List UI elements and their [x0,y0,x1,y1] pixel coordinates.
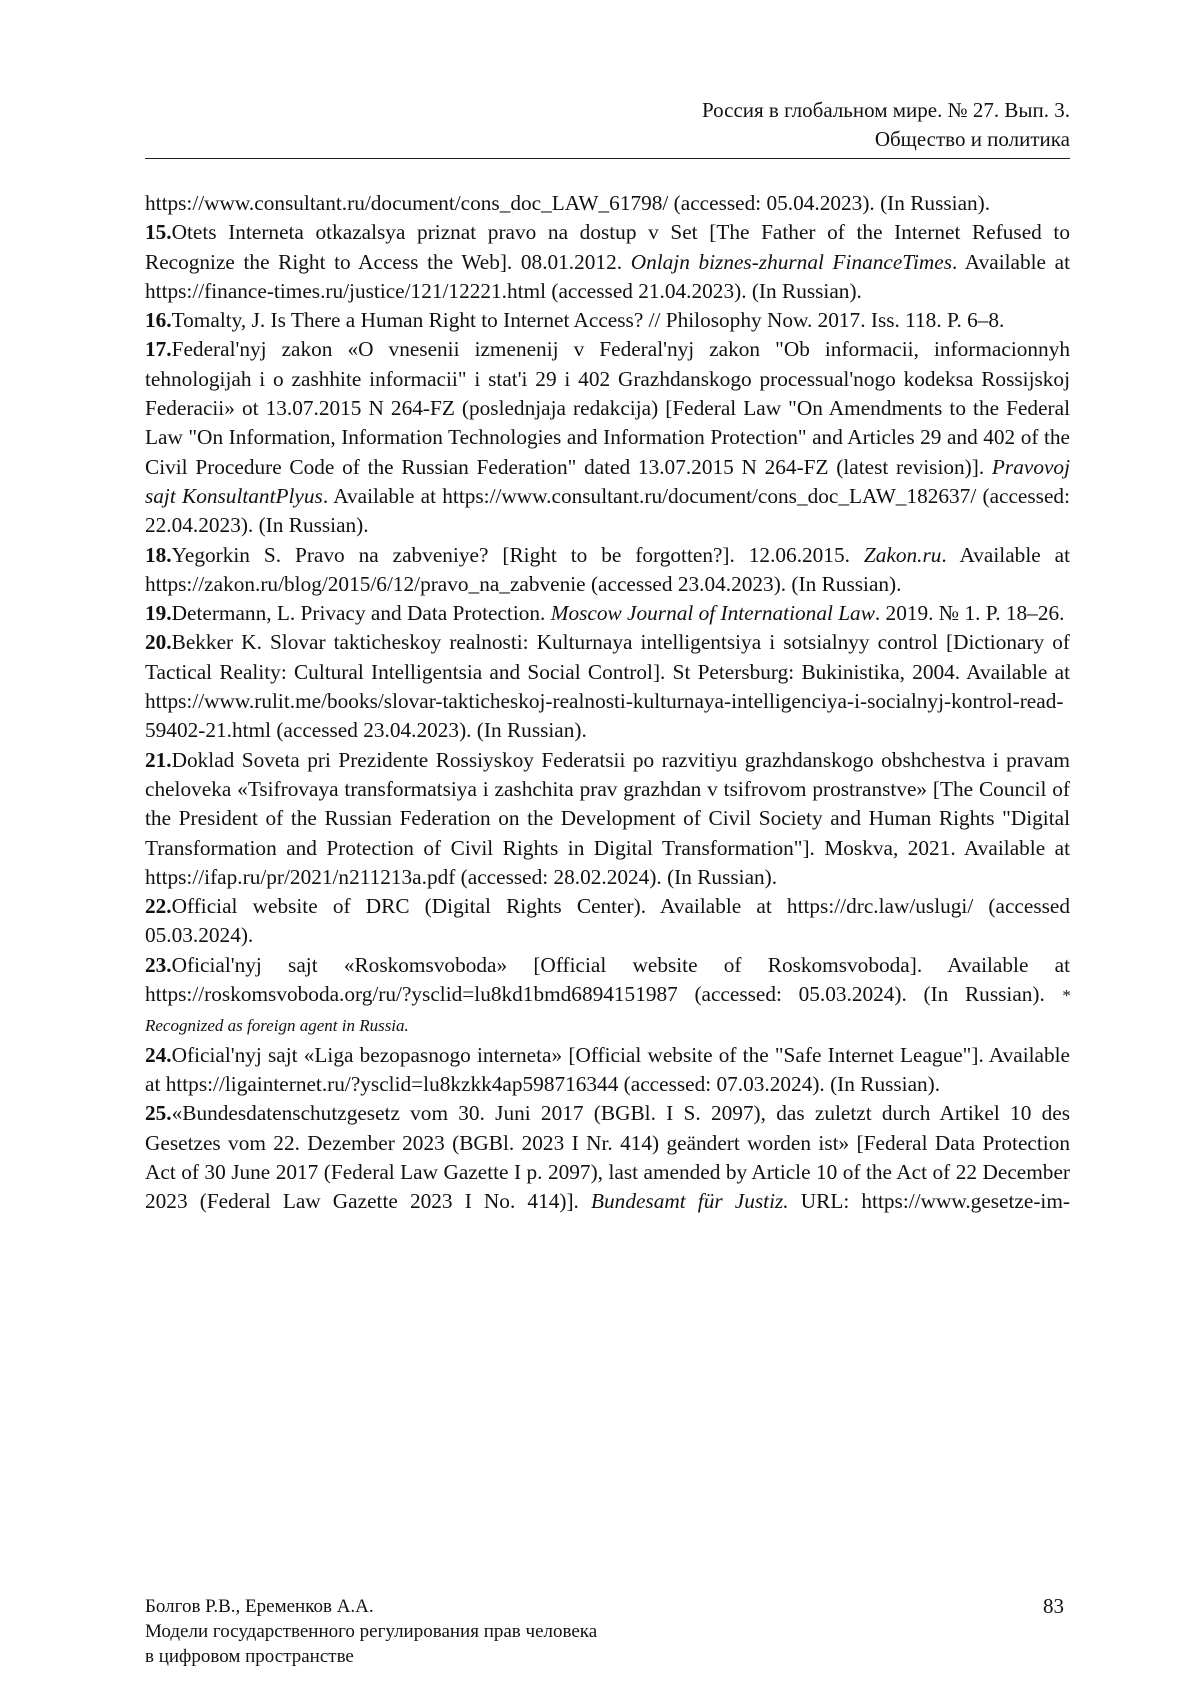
reference-text: Federal'nyj zakon «O vnesenii izmenenij v Federal'nyj zakon "Ob informacii, informacionnyh tehnologijah i o zashhite informacii" i stat'i 29 i 402 Grazhdanskogo processual'nogo kodeksa Rossijskoj Federacii» ot 13.07.2015 N 264-FZ (poslednjaja redakcija) [Federal Law "On Amendments to the Federal Law "On Information, Information Technologies and Information Protection" and Articles 29 and 402 of the Civil Procedure Code of the Russian Federation" dated 13.07.2015 N 264-FZ (latest revision)]. [145,337,1070,479]
reference-text: . Available at https://www.consultant.ru/document/cons_doc_LAW_182637/ (accessed: 22.04.2023). (In Russian). [145,483,1070,538]
footer-authors: Болгов Р.В., Еременков А.А. [145,1596,374,1617]
reference-text: URL: https://www.gesetze-im- [788,1189,1070,1214]
reference-list [145,189,1070,1216]
reference-source-title: Pravovoj sajt KonsultantPlyus [145,454,1070,508]
reference-item [145,335,1070,540]
reference-number: 17. [145,337,172,362]
reference-text: «Bundesdatenschutzgesetz vom 30. Juni 2017 (BGBl. I S. 2097), das zuletzt durch Artikel 10 des Gesetzes vom 22. Dezember 2023 (BGBl. 2023 I Nr. 414) geändert worden ist» [Federal Data Protection Act of 30 June 2017 (Federal Law Gazette I p. 2097), last amended by Article 10 of the Act of 22 December 2023 (Federal Law Gazette 2023 I No. 414)]. [145,1101,1070,1214]
reference-text: Oficial'nyj sajt «Liga bezopasnogo interneta» [Official website of the "Safe Internet League"]. Available at https://ligainternet.ru/?ysclid=lu8kzkk4ap598716344 (accessed: 07.03.2024). (In Russian). [145,1042,1070,1096]
reference-item [145,1099,1070,1216]
running-footer [145,1594,597,1669]
reference-item [145,892,1070,951]
reference-item [145,218,1070,306]
reference-number: 24. [145,1042,172,1067]
footer-article-title-line2: в цифровом пространстве [145,1646,354,1667]
reference-text: Bekker K. Slovar takticheskoy realnosti: Kulturnaya intelligentsiya i sotsialnyy control [Dictionary of Tactical Reality: Cultural Intelligentsia and Social Control]. St Petersburg: Bukinistika, 2004. Available at https://www.rulit.me/books/slovar-takticheskoj-realnosti-kulturnaya-intelligenciya-i-socialnyj-kontrol-read-59402-21.html (accessed 23.04.2023). (In Russian). [145,630,1070,743]
reference-number: 22. [145,894,172,919]
reference-number: 19. [145,601,172,626]
reference-number: 20. [145,630,172,655]
reference-number: 21. [145,747,172,772]
reference-text: Official website of DRC (Digital Rights Center). Available at https://drc.law/uslugi/ (accessed 05.03.2024). [145,894,1070,948]
reference-text: Oficial'nyj sajt «Roskomsvoboda» [Official website of Roskomsvoboda]. Available at https://roskomsvoboda.org/ru/?ysclid=lu8kd1bmd6894151987 (accessed: 05.03.2024). (In Russian). [145,952,1070,1007]
reference-text: Otets Interneta otkazalsya priznat pravo na dostup v Set [The Father of the Internet Refused to Recognize the Right to Access the Web]. 08.01.2012. [145,220,1070,274]
reference-text: Determann, L. Privacy and Data Protection. [171,601,551,626]
footer-article-title-line1: Модели государственного регулирования прав человека [145,1621,598,1642]
reference-number: 16. [145,308,172,333]
running-header [145,96,1070,159]
page-number: 83 [1043,1594,1064,1618]
reference-text: https://www.consultant.ru/document/cons_doc_LAW_61798/ (accessed: 05.04.2023). (In Russian). [145,191,991,215]
reference-item [145,599,1070,628]
reference-source-title: Moscow Journal of International Law [550,601,875,626]
reference-item [145,746,1070,892]
reference-number: 18. [145,542,172,567]
reference-number: 23. [145,952,172,977]
reference-item [145,541,1070,600]
reference-text: . 2019. № 1. P. 18–26. [874,601,1065,626]
reference-note: * Recognized as foreign agent in Russia. [145,986,1070,1036]
reference-item [145,306,1070,335]
reference-text: Yegorkin S. Pravo na zabveniye? [Right to be forgotten?]. 12.06.2015. [171,542,864,567]
reference-item [145,951,1070,1041]
reference-text: Doklad Soveta pri Prezidente Rossiyskoy Federatsii po razvitiyu grazhdanskogo obshchestva i pravam cheloveka «Tsifrovaya transformatsiya i zashchita prav grazhdan v tsifrovom prostranstve» [The Council of the President of the Russian Federation on the Development of Civil Society and Human Rights "Digital Transformation and Protection of Civil Rights in Digital Transformation"]. Moskva, 2021. Available at https://ifap.ru/pr/2021/n211213a.pdf (accessed: 28.02.2024). (In Russian). [145,747,1070,889]
reference-item [145,189,1070,218]
reference-source-title: Bundesamt für Justiz. [591,1189,789,1214]
reference-text: . Available at https://finance-times.ru/justice/121/12221.html (accessed 21.04.2023). (In Russian). [145,249,1070,303]
reference-item [145,628,1070,745]
reference-number: 15. [145,220,172,245]
reference-item [145,1041,1070,1100]
reference-source-title: Zakon.ru [863,542,942,567]
reference-text: Tomalty, J. Is There a Human Right to Internet Access? // Philosophy Now. 2017. Iss. 118. P. 6–8. [171,308,1005,333]
journal-section: Общество и политика [874,127,1070,151]
reference-source-title: Onlajn biznes-zhurnal FinanceTimes [630,249,953,274]
journal-title: Россия в глобальном мире. № 27. Вып. 3. [701,98,1070,122]
reference-number: 25. [145,1101,172,1126]
reference-text: . Available at https://zakon.ru/blog/2015/6/12/pravo_na_zabvenie (accessed 23.04.2023). (In Russian). [145,542,1070,596]
